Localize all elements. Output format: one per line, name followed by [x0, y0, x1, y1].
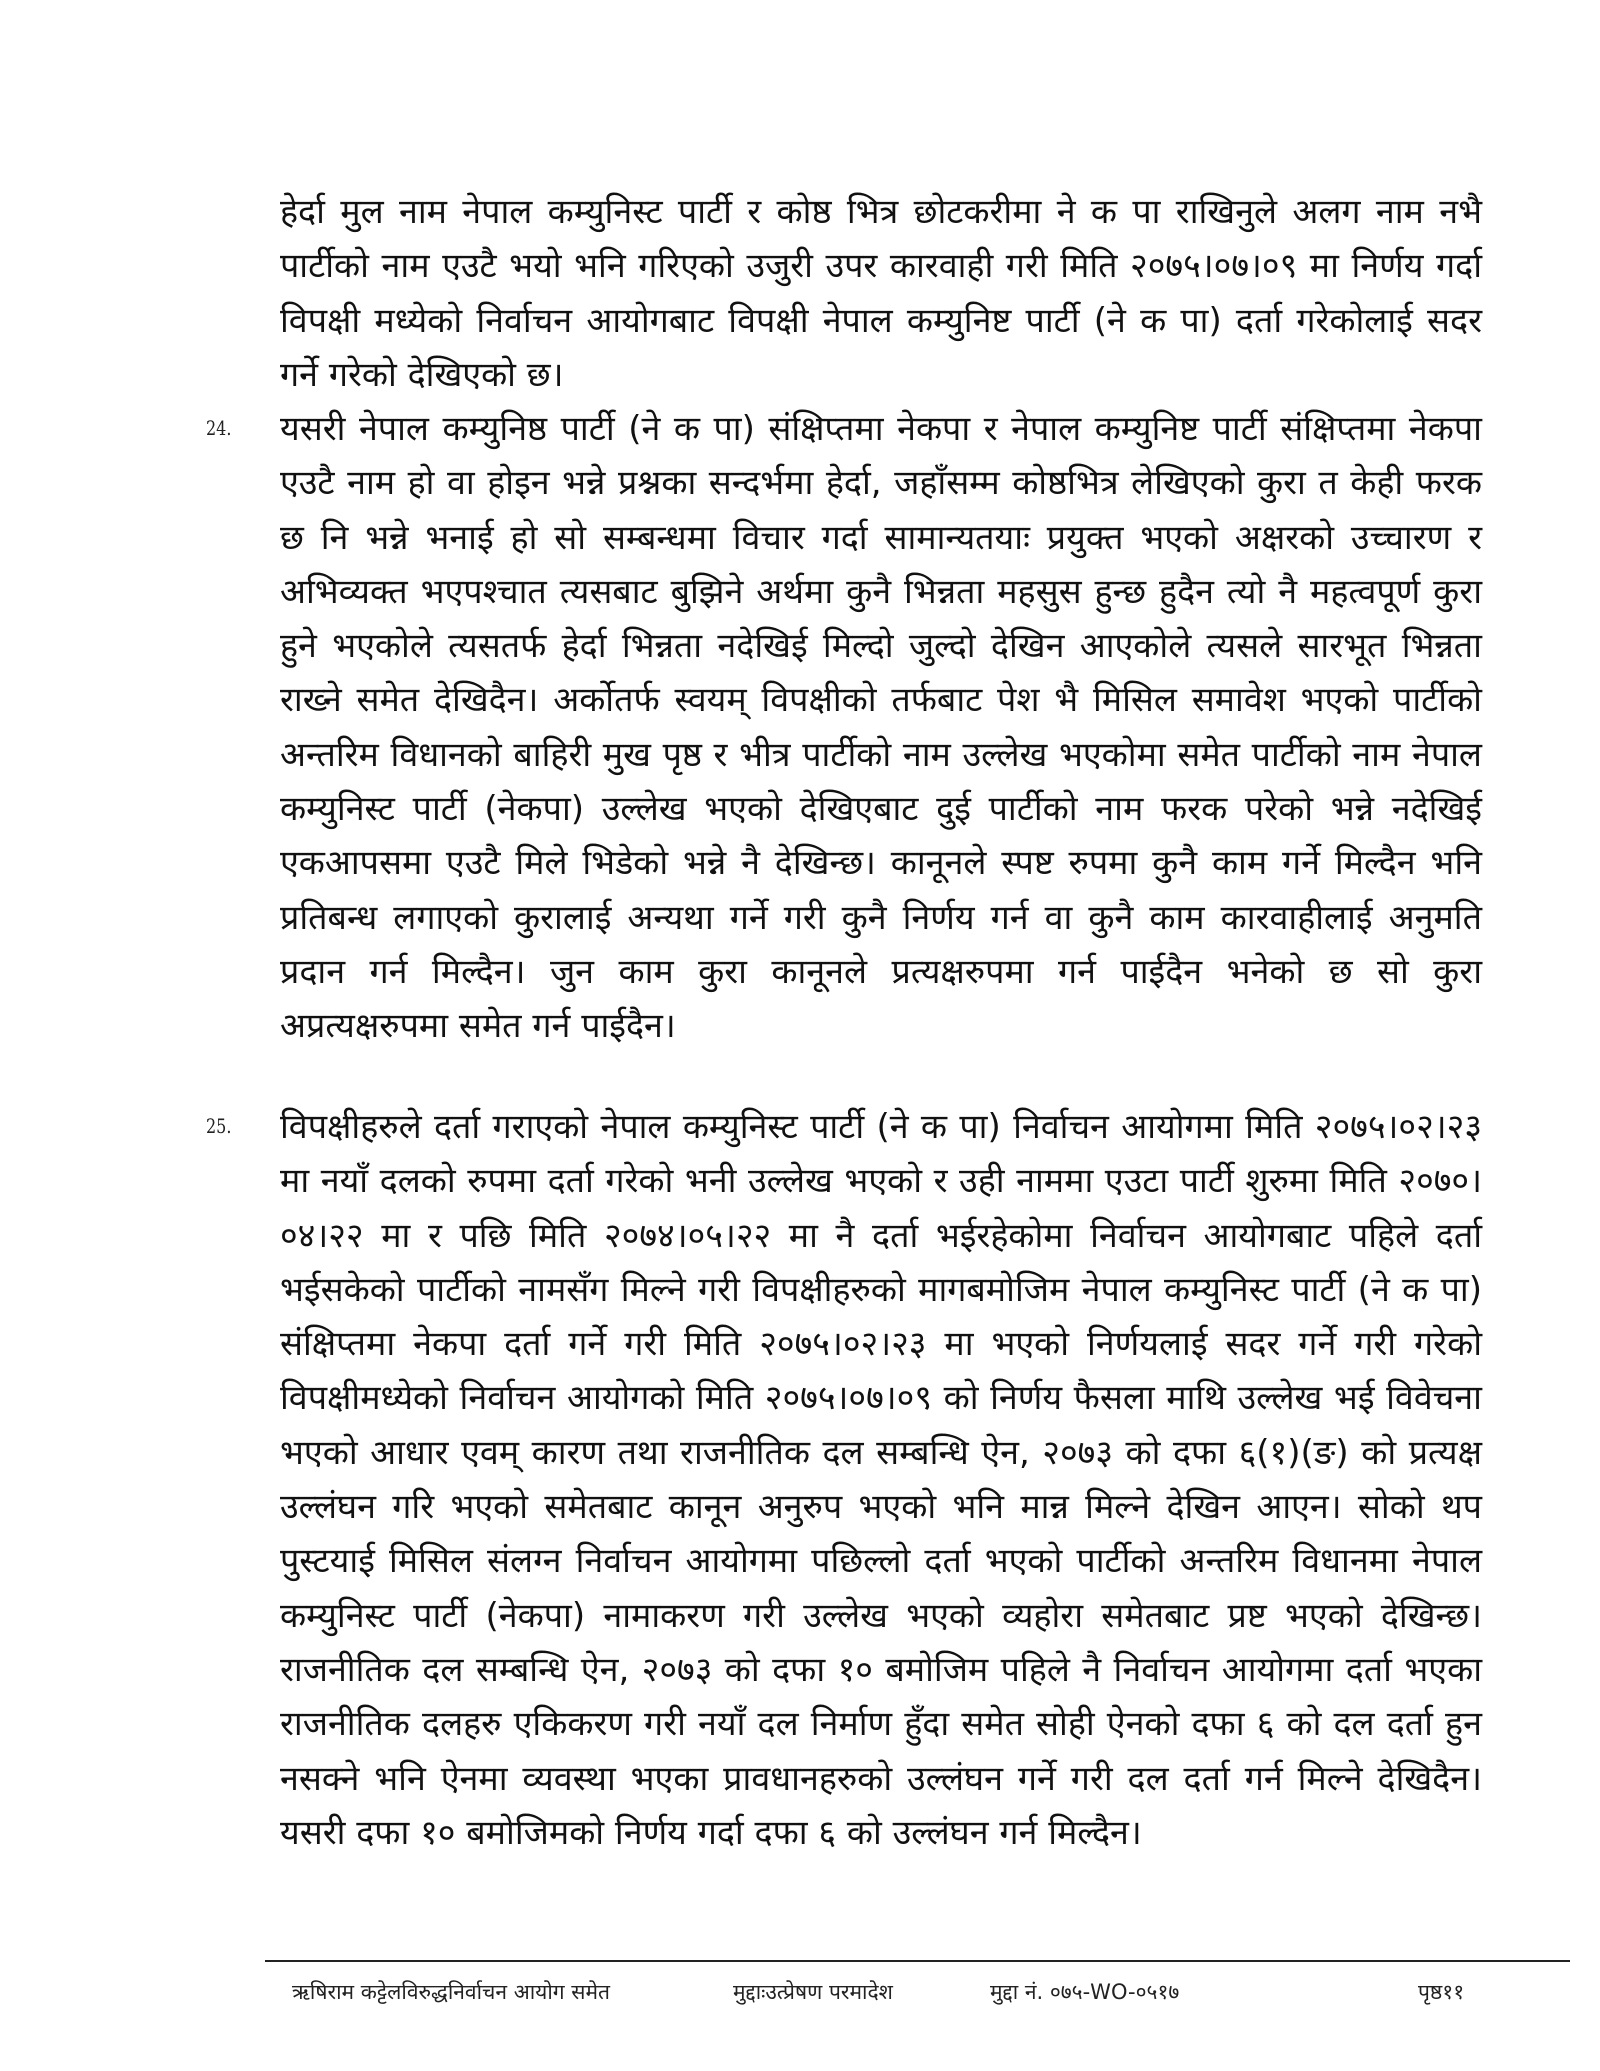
paragraph-text: यसरी नेपाल कम्युनिष्ठ पार्टी (ने क पा) संक्षिप्तमा नेकपा र नेपाल कम्युनिष्ट पार्टी संक्षिप्तमा नेकपा एउटै नाम हो वा होइन भन्ने प्रश्नका सन्दर्भमा हेर्दा, जहाँसम्म कोष्ठभित्र लेखिएको कुरा त केही फरक छ नि भन्ने भनाई हो सो सम्बन्धमा विचार गर्दा सामान्यतयाः प्रयुक्त भएको अक्षरको उच्चारण र अभिव्यक्त भएपश्चात त्यसबाट बुझिने अर्थमा कुनै भिन्नता महसुस हुन्छ हुदैन त्यो नै महत्वपूर्ण कुरा हुने भएकोले त्यसतर्फ हेर्दा भिन्नता नदेखिई मिल्दो जुल्दो देखिन आएकोले त्यसले सारभूत भिन्नता राख्ने समेत देखिदैन। अर्कोतर्फ स्वयम् विपक्षीको तर्फबाट पेश भै मिसिल समावेश भएको पार्टीको अन्तरिम विधानको बाहिरी मुख पृष्ठ र भीत्र पार्टीको नाम उल्लेख भएकोमा समेत पार्टीको नाम नेपाल कम्युनिस्ट पार्टी (नेकपा) उल्लेख भएको देखिएबाट दुई पार्टीको नाम फरक परेको भन्ने नदेखिई एकआपसमा एउटै मिले भिडेको भन्ने नै देखिन्छ। कानूनले स्पष्ट रुपमा कुनै काम गर्ने मिल्दैन भनि प्रतिबन्ध लगाएको कुरालाई अन्यथा गर्ने गरी कुनै निर्णय गर्न वा कुनै काम कारवाहीलाई अनुमति प्रदान गर्न मिल्दैन। जुन काम कुरा कानूनले प्रत्यक्षरुपमा गर्न पाईदैन भनेको छ सो कुरा अप्रत्यक्षरुपमा समेत गर्न पाईदैन। — [280, 409, 1482, 1047]
paragraph-text: विपक्षीहरुले दर्ता गराएको नेपाल कम्युनिस्ट पार्टी (ने क पा) निर्वाचन आयोगमा मिति २०७५।०२।२३ मा नयाँ दलको रुपमा दर्ता गरेको भनी उल्लेख भएको र उही नाममा एउटा पार्टी शुरुमा मिति २०७०।०४।२२ मा र पछि मिति २०७४।०५।२२ मा नै दर्ता भईरहेकोमा निर्वाचन आयोगबाट पहिले दर्ता भईसकेको पार्टीको नामसँग मिल्ने गरी विपक्षीहरुको मागबमोजिम नेपाल कम्युनिस्ट पार्टी (ने क पा) संक्षिप्तमा नेकपा दर्ता गर्ने गरी मिति २०७५।०२।२३ मा भएको निर्णयलाई सदर गर्ने गरी गरेको विपक्षीमध्येको निर्वाचन आयोगको मिति २०७५।०७।०९ को निर्णय फैसला माथि उल्लेख भई विवेचना भएको आधार एवम् कारण तथा राजनीतिक दल सम्बन्धि ऐन, २०७३ को दफा ६(१)(ङ) को प्रत्यक्ष उल्लंघन गरि भएको समेतबाट कानून अनुरुप भएको भनि मान्न मिल्ने देखिन आएन। सोको थप पुस्टयाई मिसिल संलग्न निर्वाचन आयोगमा पछिल्लो दर्ता भएको पार्टीको अन्तरिम विधानमा नेपाल कम्युनिस्ट पार्टी (नेकपा) नामाकरण गरी उल्लेख भएको व्यहोरा समेतबाट प्रष्ट भएको देखिन्छ। राजनीतिक दल सम्बन्धि ऐन, २०७३ को दफा १० बमोजिम पहिले नै निर्वाचन आयोगमा दर्ता भएका राजनीतिक दलहरु एकिकरण गरी नयाँ दल निर्माण हुँदा समेत सोही ऐनको दफा ६ को दल दर्ता हुन नसक्ने भनि ऐनमा व्यवस्था भएका प्रावधानहरुको उल्लंघन गर्ने गरी दल दर्ता गर्न मिल्ने देखिदैन। यसरी दफा १० बमोजिमको निर्णय गर्दा दफा ६ को उल्लंघन गर्न मिल्दैन। — [280, 1107, 1482, 1853]
footer-page-number: पृष्ठ११ — [1418, 1980, 1465, 2004]
intro-paragraph: हेर्दा मुल नाम नेपाल कम्युनिस्ट पार्टी र कोष्ठ भित्र छोटकरीमा ने क पा राखिनुले अलग नाम नभै पार्टीको नाम एउटै भयो भनि गरिएको उजुरी उपर कारवाही गरी मिति २०७५।०७।०९ मा निर्णय गर्दा विपक्षी मध्येको निर्वाचन आयोगबाट विपक्षी नेपाल कम्युनिष्ट पार्टी (ने क पा) दर्ता गरेकोलाई सदर गर्ने गरेको देखिएको छ। — [280, 192, 1482, 395]
paragraph-number: 25. — [206, 1114, 232, 1138]
paragraph-number: 24. — [206, 416, 232, 440]
footer-divider — [265, 1960, 1570, 1962]
paragraph-24 — [206, 402, 1482, 1054]
footer-case-number: मुद्दा नं. ०७५-WO-०५१७ — [990, 1980, 1180, 2004]
footer-case-type: मुद्दाःउत्प्रेषण परमादेश — [733, 1980, 893, 2004]
paragraph-25 — [206, 1100, 1482, 1860]
footer-case-parties: ऋषिराम कट्टेलविरुद्धनिर्वाचन आयोग समेत — [292, 1980, 611, 2004]
